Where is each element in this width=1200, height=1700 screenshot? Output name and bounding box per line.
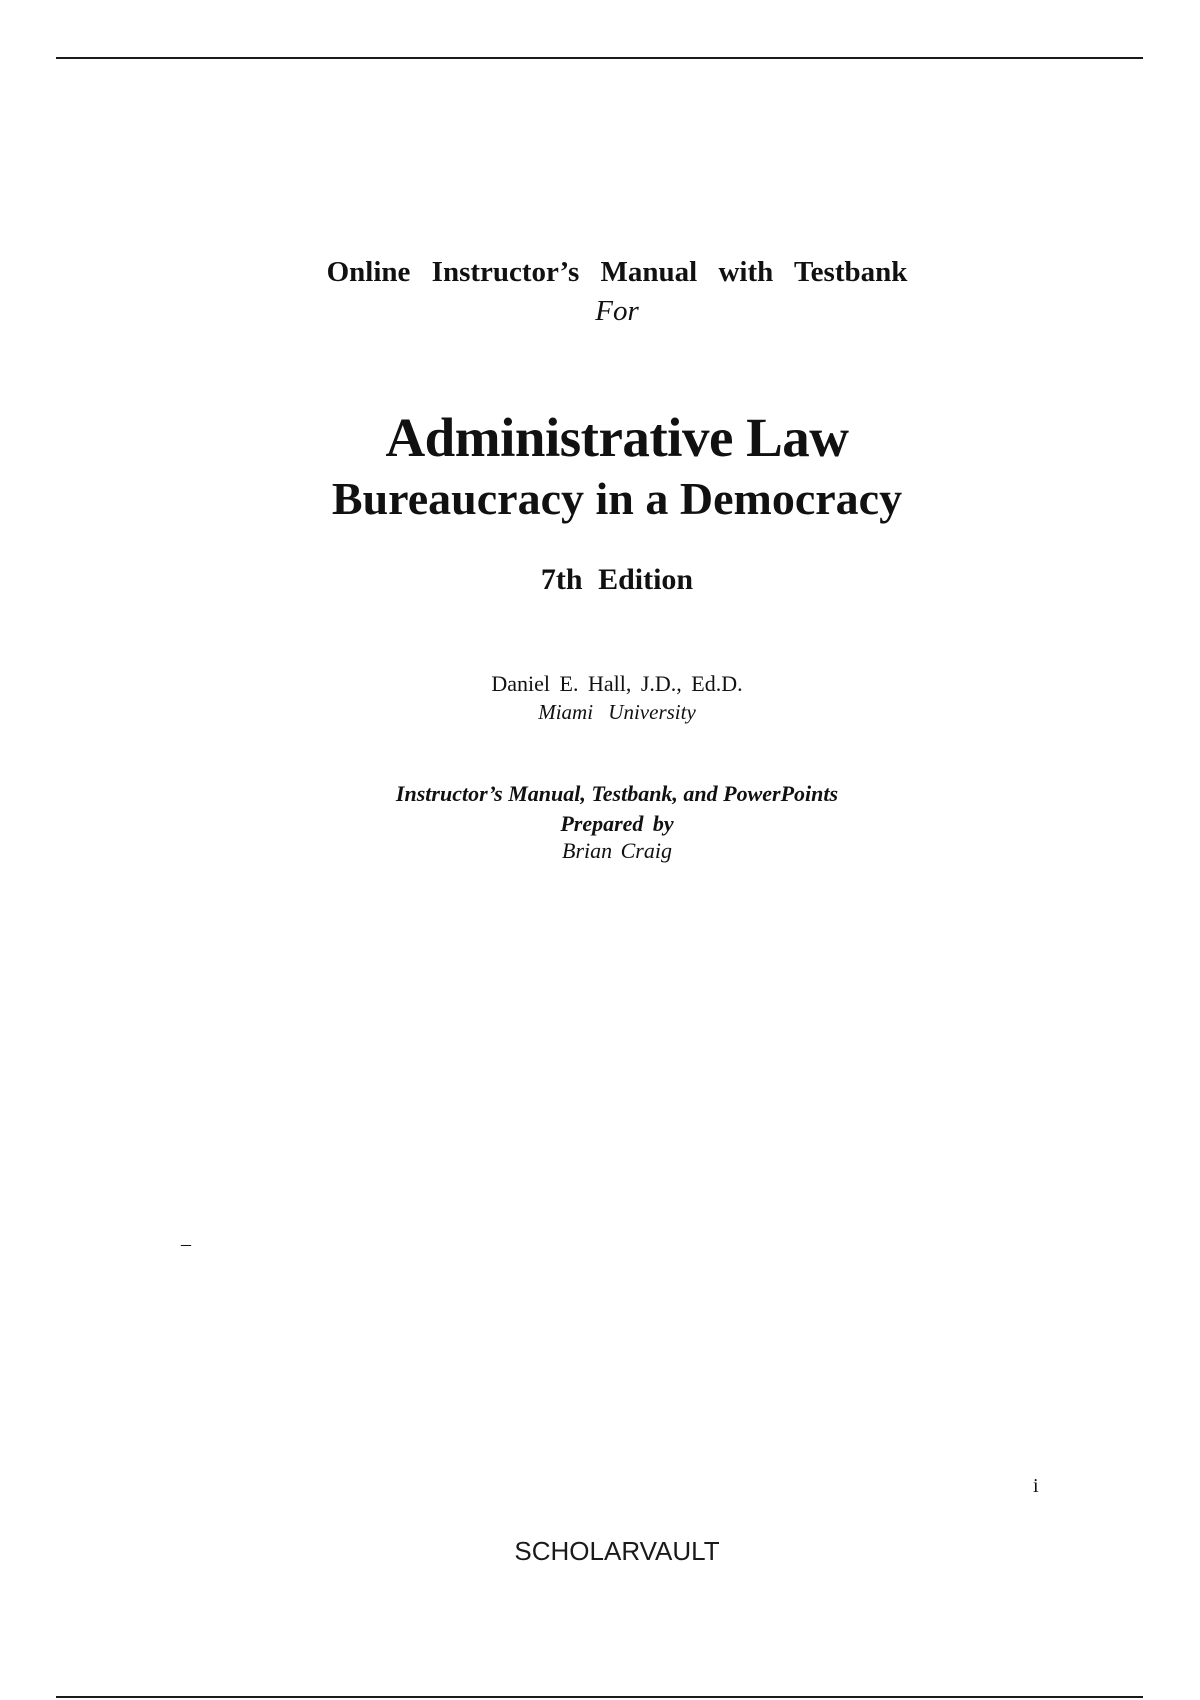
author-name: Daniel E. Hall, J.D., Ed.D.: [491, 671, 743, 696]
footer-watermark: SCHOLARVAULT: [514, 1536, 720, 1566]
manual-header: Online Instructor’s Manual with Testbank: [326, 256, 908, 288]
top-rule: [56, 57, 1143, 59]
bottom-rule: [56, 1696, 1143, 1698]
prepared-heading: Instructor’s Manual, Testbank, and PowerPoints: [395, 781, 839, 806]
book-subtitle: Bureaucracy in a Democracy: [331, 473, 903, 524]
stray-dash: –: [181, 1233, 191, 1255]
page-number: i: [1033, 1475, 1039, 1497]
prepared-by-label: Prepared by: [560, 811, 674, 836]
author-affiliation: Miami University: [538, 700, 696, 724]
edition-label: 7th Edition: [540, 563, 694, 596]
preparer-name: Brian Craig: [562, 838, 672, 863]
for-label: For: [595, 295, 639, 327]
book-title: Administrative Law: [385, 407, 849, 468]
